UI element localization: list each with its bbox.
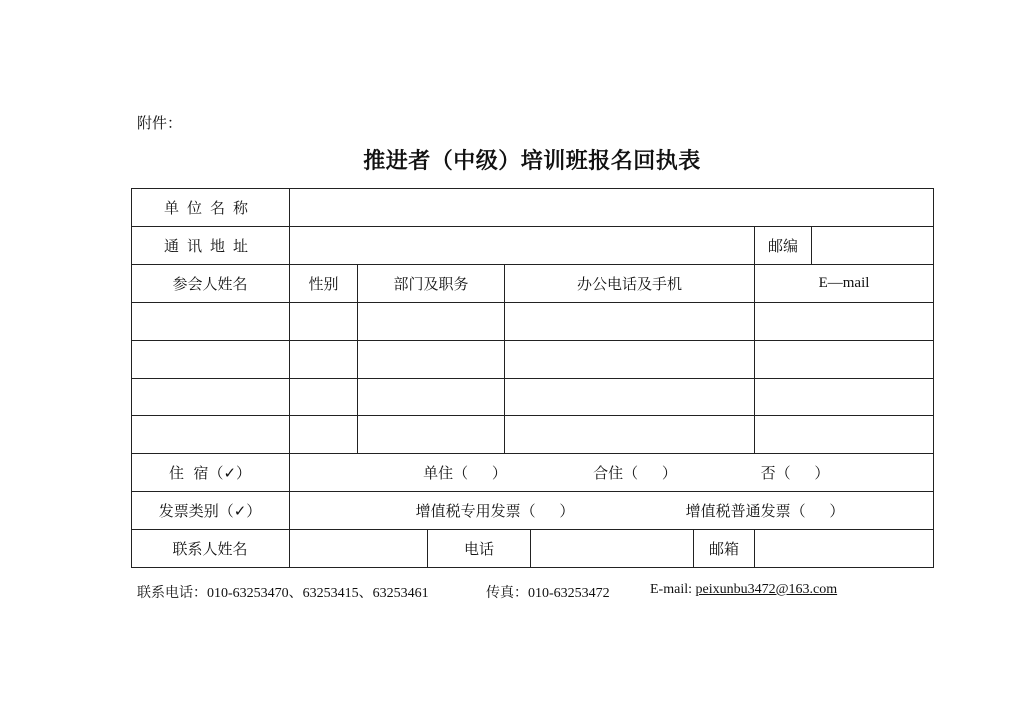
contact-name-field[interactable] xyxy=(290,530,427,567)
accommodation-none-option[interactable]: 否（ ） xyxy=(760,463,830,482)
participant-gender-cell[interactable] xyxy=(290,416,357,453)
accommodation-shared-option[interactable]: 合住（ ） xyxy=(593,463,677,482)
participant-dept-cell[interactable] xyxy=(358,416,504,453)
header-email: E—mail xyxy=(818,274,870,291)
participant-name-cell[interactable] xyxy=(132,416,289,453)
unit-name-field[interactable] xyxy=(290,189,933,226)
participant-gender-cell[interactable] xyxy=(290,379,357,415)
page-title: 推进者（中级）培训班报名回执表 xyxy=(363,149,701,174)
unit-name-label: 单位名称 xyxy=(163,198,256,217)
accommodation-label: 住 宿（✓） xyxy=(168,463,252,482)
contact-mailbox-label: 邮箱 xyxy=(708,539,739,558)
footer-email-label: E-mail: xyxy=(650,582,692,597)
header-participant-name: 参会人姓名 xyxy=(172,274,248,293)
contact-phone-field[interactable] xyxy=(531,530,693,567)
postcode-label: 邮编 xyxy=(767,236,798,255)
postcode-field[interactable] xyxy=(812,227,933,264)
header-department-position: 部门及职务 xyxy=(393,274,469,293)
footer-email xyxy=(650,582,837,598)
header-gender: 性别 xyxy=(308,274,339,293)
invoice-vat-normal-option[interactable]: 增值税普通发票（ ） xyxy=(685,501,845,520)
invoice-vat-special-option[interactable]: 增值税专用发票（ ） xyxy=(415,501,575,520)
address-label: 通讯地址 xyxy=(163,236,256,255)
header-office-mobile-phone: 办公电话及手机 xyxy=(576,274,682,293)
participant-phone-cell[interactable] xyxy=(505,379,754,415)
contact-name-label: 联系人姓名 xyxy=(172,539,248,558)
participant-email-cell[interactable] xyxy=(755,303,933,340)
participant-phone-cell[interactable] xyxy=(505,341,754,378)
footer-contact-phone: 联系电话：010-63253470、63253415、63253461 xyxy=(137,586,429,601)
participant-email-cell[interactable] xyxy=(755,341,933,378)
participant-gender-cell[interactable] xyxy=(290,303,357,340)
contact-mailbox-field[interactable] xyxy=(755,530,933,567)
participant-dept-cell[interactable] xyxy=(358,341,504,378)
participant-name-cell[interactable] xyxy=(132,303,289,340)
invoice-type-label: 发票类别（✓） xyxy=(158,501,262,520)
accommodation-single-option[interactable]: 单住（ ） xyxy=(423,463,507,482)
footer-fax: 传真：010-63253472 xyxy=(486,586,610,601)
participant-dept-cell[interactable] xyxy=(358,379,504,415)
attachment-label: 附件： xyxy=(137,114,183,132)
participant-name-cell[interactable] xyxy=(132,341,289,378)
footer-email-link[interactable]: peixunbu3472@163.com xyxy=(695,582,838,597)
table-border-bottom xyxy=(131,567,934,568)
participant-email-cell[interactable] xyxy=(755,416,933,453)
participant-phone-cell[interactable] xyxy=(505,303,754,340)
participant-phone-cell[interactable] xyxy=(505,416,754,453)
participant-dept-cell[interactable] xyxy=(358,303,504,340)
address-field[interactable] xyxy=(290,227,754,264)
participant-name-cell[interactable] xyxy=(132,379,289,415)
participant-gender-cell[interactable] xyxy=(290,341,357,378)
contact-phone-label: 电话 xyxy=(463,539,494,558)
participant-email-cell[interactable] xyxy=(755,379,933,415)
